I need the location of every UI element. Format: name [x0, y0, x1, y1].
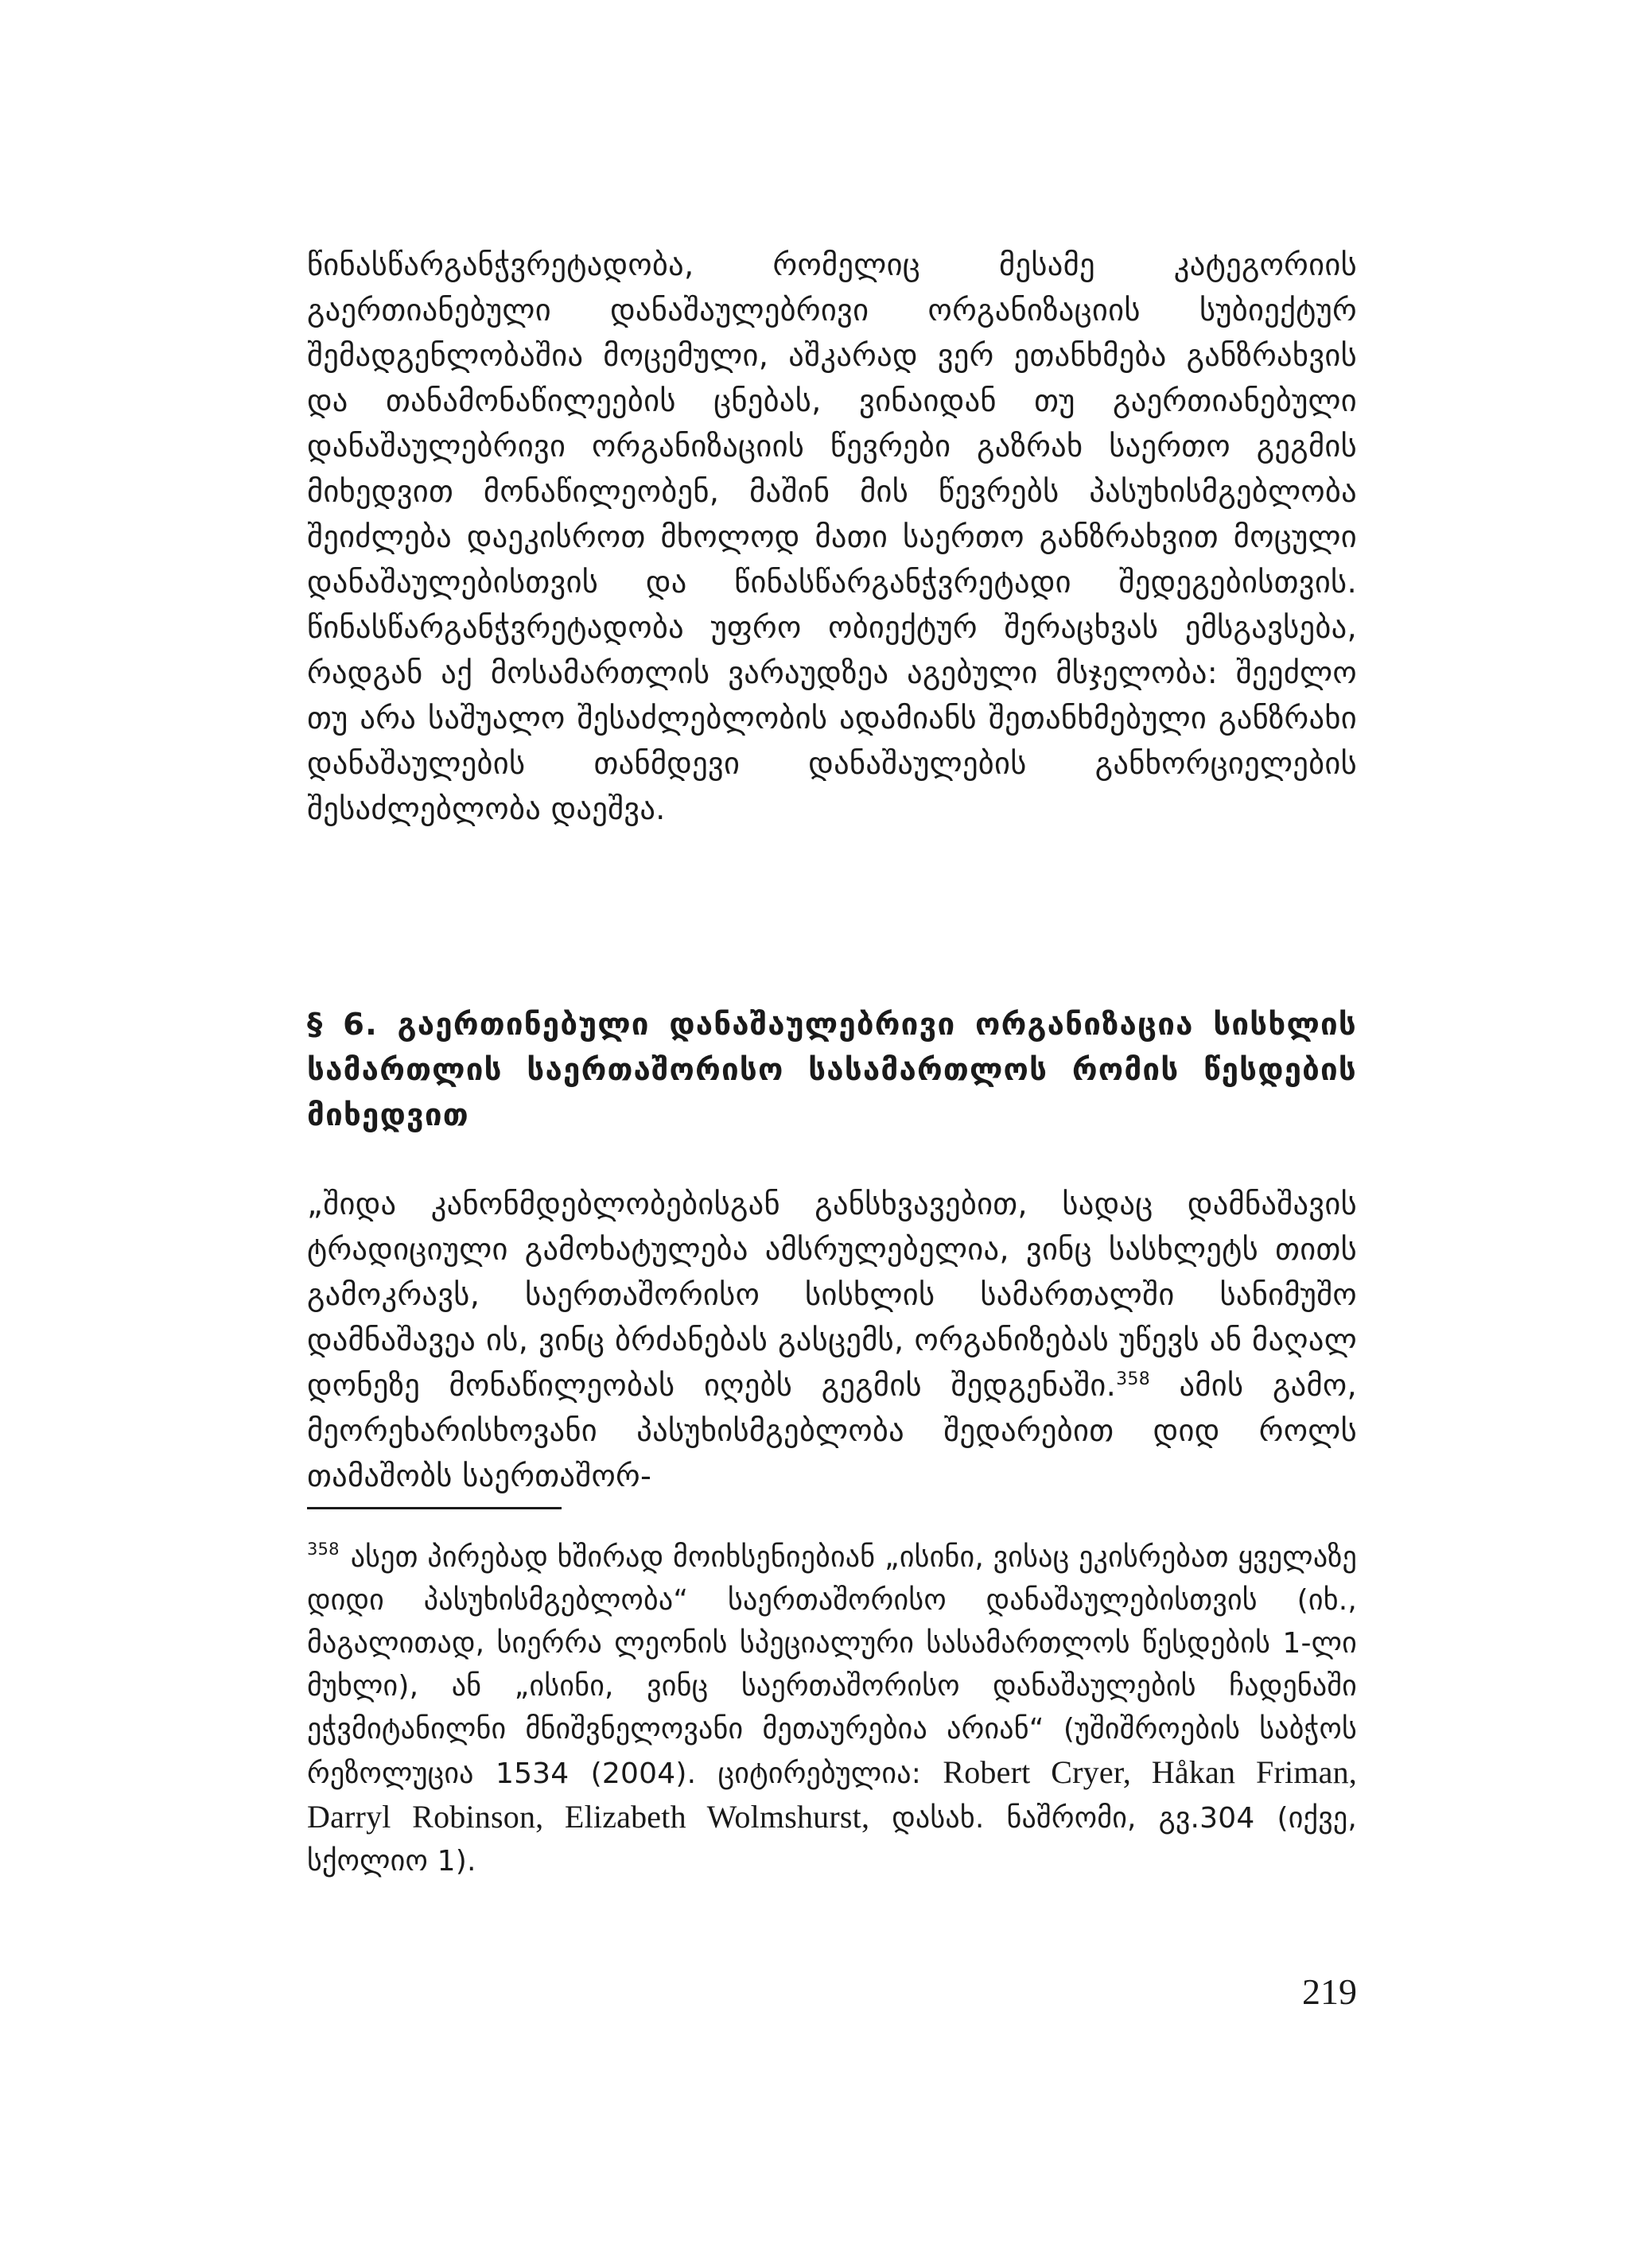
footnote: [307, 1536, 1357, 1883]
paragraph-2-text-end: ამის გამო, მეორეხარისხოვანი პასუხისმგებლობა შედარებით დიდ როლს თამაშობს საერთაშორ-: [307, 1368, 1357, 1494]
page-number: 219: [1302, 1971, 1357, 2012]
footnote-number: 358: [307, 1540, 340, 1559]
footnote-authors: Robert Cryer, Håkan Friman, Darryl Robinson, Elizabeth Wolmshurst,: [307, 1754, 1357, 1835]
footnote-divider: [307, 1507, 562, 1509]
footnote-text-start: ასეთ პირებად ხშირად მოიხსენიებიან „ისინი, ვისაც ეკისრებათ ყველაზე დიდი პასუხისმგებლობა“ საერთაშორისო დანაშაულებისთვის (იხ., მაგალითად, სიერრა ლეონის სპეციალური სასამართლოს წესდების 1-ლი მუხლი), ან „ისინი, ვინც საერთაშორისო დანაშაულების ჩადენაში ეჭვმიტანილნი მნიშვნელოვანი მეთაურებია არიან“ (უშიშროების საბჭოს რეზოლუცია 1534 (2004). ციტირებულია:: [307, 1541, 1357, 1790]
footnote-text-end: დასახ. ნაშრომი, გვ.304 (იქვე, სქოლიო 1).: [307, 1802, 1357, 1878]
section-heading: § 6. გაერთინებული დანაშაულებრივი ორგანიზაცია სისხლის სამართლის საერთაშორისო სასამართლოს რომის წესდების მიხედვით: [307, 1007, 1357, 1133]
footnote-reference[interactable]: 358: [1116, 1369, 1151, 1389]
paragraph-2-text-start: „შიდა კანონმდებლობებისგან განსხვავებით, სადაც დამნაშავის ტრადიციული გამოხატულება ამსრულებელია, ვინც სასხლეტს თითს გამოკრავს, საერთაშორისო სისხლის სამართალში სანიმუშო დამნაშავეა ის, ვინც ბრძანებას გასცემს, ორგანიზებას უწევს ან მაღალ დონეზე მონაწილეობას იღებს გეგმის შედგენაში.: [307, 1186, 1357, 1404]
body-paragraph-2: [307, 1182, 1357, 1499]
body-paragraph-1: წინასწარგანჭვრეტადობა, რომელიც მესამე კატეგორიის გაერთიანებული დანაშაულებრივი ორგანიზაციის სუბიექტურ შემადგენლობაშია მოცემული, აშკარად ვერ ეთანხმება განზრახვის და თანამონაწილეების ცნებას, ვინაიდან თუ გაერთიანებული დანაშაულებრივი ორგანიზაციის წევრები გაზრახ საერთო გეგმის მიხედვით მონაწილეობენ, მაშინ მის წევრებს პასუხისმგებლობა შეიძლება დაეკისროთ მხოლოდ მათი საერთო განზრახვით მოცული დანაშაულებისთვის და წინასწარგანჭვრეტადი შედეგებისთვის. წინასწარგანჭვრეტადობა უფრო ობიექტურ შერაცხვას ემსგავსება, რადგან აქ მოსამართლის ვარაუდზეა აგებული მსჯელობა: შეეძლო თუ არა საშუალო შესაძლებლობის ადამიანს შეთანხმებული განზრახი დანაშაულების თანმდევი დანაშაულების განხორციელების შესაძლებლობა დაეშვა.: [307, 247, 1357, 827]
book-page: [307, 243, 1357, 2012]
